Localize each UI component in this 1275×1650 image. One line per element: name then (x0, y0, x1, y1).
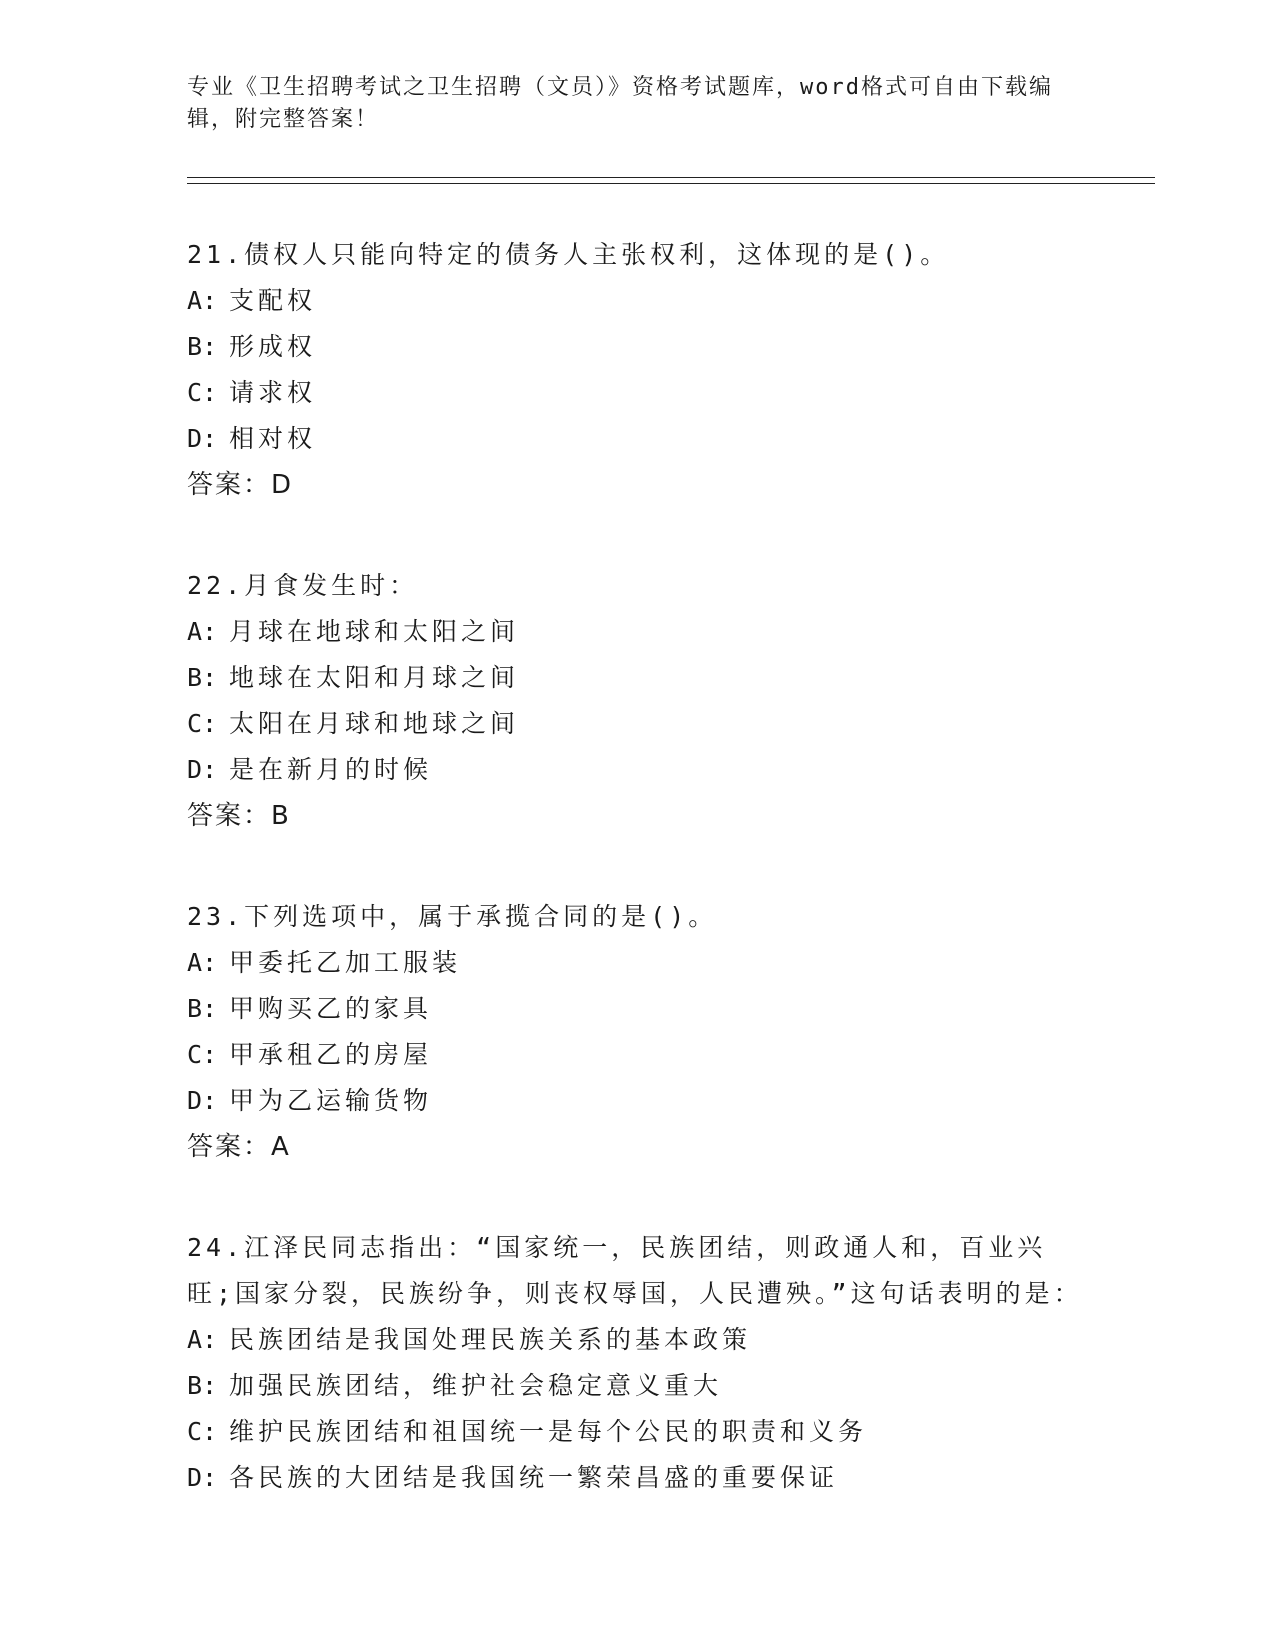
option-c (187, 701, 1147, 747)
question-prompt: 24.江泽民同志指出：“国家统一，民族团结，则政通人和，百业兴旺;国家分裂，民族纷争，则丧权辱国，人民遭殃。”这句话表明的是： (187, 1233, 1083, 1308)
option-a (187, 609, 1147, 655)
option-b (187, 986, 1147, 1032)
question-prompt: 21.债权人只能向特定的债务人主张权利，这体现的是()。 (187, 240, 950, 269)
question-21 (187, 232, 1147, 508)
option-a (187, 278, 1147, 324)
option-letter: B: (187, 994, 218, 1023)
option-letter: B: (187, 663, 218, 692)
document-intro: 专业《卫生招聘考试之卫生招聘（文员）》资格考试题库，word格式可自由下载编辑，附完整答案！ (187, 75, 1053, 132)
header-divider-top (187, 177, 1155, 178)
option-b (187, 324, 1147, 370)
option-text: 支配权 (229, 286, 317, 315)
option-d (187, 747, 1147, 793)
question-24 (187, 1225, 1147, 1501)
option-a (187, 1317, 1147, 1363)
option-c (187, 1032, 1147, 1078)
answer-line: 答案：A (187, 1132, 291, 1162)
option-letter: A: (187, 948, 218, 977)
question-list (187, 232, 1147, 1501)
question-prompt: 22.月食发生时： (187, 571, 419, 600)
answer-line: 答案：B (187, 801, 291, 831)
option-b (187, 1363, 1147, 1409)
option-letter: C: (187, 1040, 218, 1069)
option-text: 月球在地球和太阳之间 (229, 617, 520, 646)
option-c (187, 1409, 1147, 1455)
option-text: 甲委托乙加工服装 (229, 948, 462, 977)
option-letter: C: (187, 1417, 218, 1446)
option-text: 甲购买乙的家具 (229, 994, 433, 1023)
option-letter: D: (187, 1463, 218, 1492)
option-letter: C: (187, 378, 218, 407)
option-letter: D: (187, 424, 218, 453)
option-text: 各民族的大团结是我国统一繁荣昌盛的重要保证 (229, 1463, 839, 1492)
option-text: 甲承租乙的房屋 (229, 1040, 433, 1069)
option-text: 甲为乙运输货物 (229, 1086, 433, 1115)
option-text: 地球在太阳和月球之间 (229, 663, 520, 692)
option-text: 加强民族团结，维护社会稳定意义重大 (229, 1371, 723, 1400)
option-letter: A: (187, 286, 218, 315)
option-text: 形成权 (229, 332, 317, 361)
option-letter: B: (187, 332, 218, 361)
option-d (187, 1455, 1147, 1501)
option-letter: D: (187, 1086, 218, 1115)
question-23 (187, 894, 1147, 1170)
option-text: 相对权 (229, 424, 317, 453)
option-c (187, 370, 1147, 416)
option-a (187, 940, 1147, 986)
option-letter: C: (187, 709, 218, 738)
option-b (187, 655, 1147, 701)
option-letter: A: (187, 1325, 218, 1354)
answer-line: 答案：D (187, 470, 294, 500)
option-text: 太阳在月球和地球之间 (229, 709, 520, 738)
option-d (187, 416, 1147, 462)
header-divider-bottom (187, 183, 1155, 184)
option-text: 是在新月的时候 (229, 755, 433, 784)
option-letter: A: (187, 617, 218, 646)
question-prompt: 23.下列选项中，属于承揽合同的是()。 (187, 902, 718, 931)
option-letter: B: (187, 1371, 218, 1400)
question-22 (187, 563, 1147, 839)
option-letter: D: (187, 755, 218, 784)
option-d (187, 1078, 1147, 1124)
option-text: 民族团结是我国处理民族关系的基本政策 (229, 1325, 752, 1354)
option-text: 请求权 (229, 378, 317, 407)
option-text: 维护民族团结和祖国统一是每个公民的职责和义务 (229, 1417, 868, 1446)
